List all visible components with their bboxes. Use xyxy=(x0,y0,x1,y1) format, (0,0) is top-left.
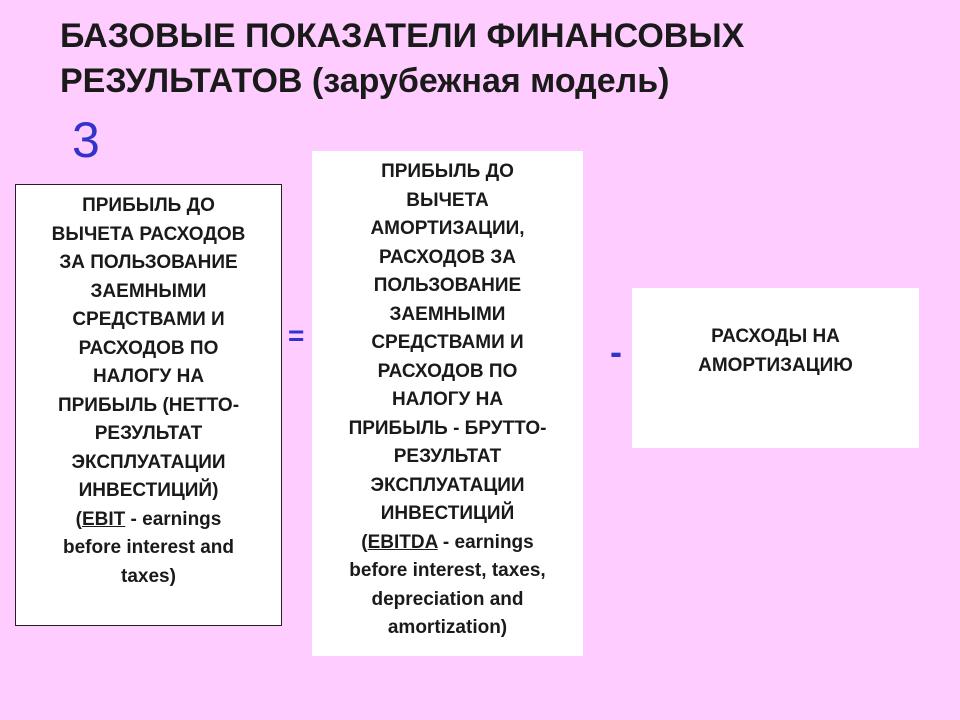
ebit-abbreviation: EBIT xyxy=(81,508,126,530)
ebit-line: СРЕДСТВАМИ И xyxy=(72,309,225,330)
ebit-english-line: before interest and xyxy=(62,537,235,558)
ebitda-line: ЗАЕМНЫМИ xyxy=(389,303,506,325)
ebit-line: ЭКСПЛУАТАЦИИ xyxy=(71,451,226,473)
equals-sign: = xyxy=(288,320,305,351)
ebitda-line: РЕЗУЛЬТАТ xyxy=(393,446,502,467)
slide-title xyxy=(60,14,920,104)
ebit-line: НАЛОГУ НА xyxy=(92,366,205,387)
amortization-line: АМОРТИЗАЦИЮ xyxy=(698,354,853,376)
ebitda-line: НАЛОГУ НА xyxy=(391,389,504,410)
ebitda-line: ИНВЕСТИЦИЙ xyxy=(380,503,515,524)
ebit-line: ИНВЕСТИЦИЙ) xyxy=(78,480,219,501)
title-line-1: БАЗОВЫЕ ПОКАЗАТЕЛИ ФИНАНСОВЫХ xyxy=(60,17,745,55)
amortization-box xyxy=(632,288,919,448)
ebitda-abbr-line xyxy=(361,529,533,558)
ebit-line: РАСХОДОВ ПО xyxy=(78,337,219,359)
ebitda-line: ПОЛЬЗОВАНИЕ xyxy=(373,275,522,296)
ebit-line: РЕЗУЛЬТАТ xyxy=(94,423,203,444)
ebit-english-line: taxes) xyxy=(121,565,176,587)
ebitda-abbreviation: EBITDA xyxy=(367,531,438,553)
ebit-line: ВЫЧЕТА РАСХОДОВ xyxy=(51,223,246,245)
ebit-line: ЗАЕМНЫМИ xyxy=(90,280,207,302)
ebitda-line: ПРИБЫЛЬ - БРУТТО- xyxy=(348,417,547,439)
ebitda-english-line: depreciation and xyxy=(371,588,524,610)
ebit-abbr-rest: - earnings xyxy=(125,508,222,530)
ebitda-line: ПРИБЫЛЬ ДО xyxy=(381,161,514,182)
ebitda-line: АМОРТИЗАЦИИ, xyxy=(370,218,525,239)
ebitda-line: РАСХОДОВ ЗА xyxy=(379,246,516,268)
ebitda-line: ЭКСПЛУАТАЦИИ xyxy=(370,474,525,496)
ebitda-abbr-rest: - earnings xyxy=(437,531,534,553)
ebitda-box xyxy=(312,151,583,656)
ebitda-line: ВЫЧЕТА xyxy=(406,189,489,211)
ebitda-paren: ( xyxy=(361,531,368,553)
ebitda-line: РАСХОДОВ ПО xyxy=(377,360,518,382)
ebit-abbr-line xyxy=(76,506,222,535)
ebitda-line: СРЕДСТВАМИ И xyxy=(371,332,524,353)
minus-sign: - xyxy=(610,331,622,372)
slide-number: 3 xyxy=(72,112,100,168)
ebit-line: ЗА ПОЛЬЗОВАНИЕ xyxy=(59,252,238,273)
ebit-box xyxy=(15,184,282,626)
ebit-line: ПРИБЫЛЬ ДО xyxy=(82,195,215,216)
ebitda-english-line: amortization) xyxy=(387,617,508,638)
ebit-line: ПРИБЫЛЬ (НЕТТО- xyxy=(57,394,240,416)
title-line-2: РЕЗУЛЬТАТОВ (зарубежная модель) xyxy=(60,62,670,100)
ebitda-english-line: before interest, taxes, xyxy=(349,560,546,581)
ebit-paren: ( xyxy=(75,508,82,530)
amortization-line: РАСХОДЫ НА xyxy=(711,326,840,347)
